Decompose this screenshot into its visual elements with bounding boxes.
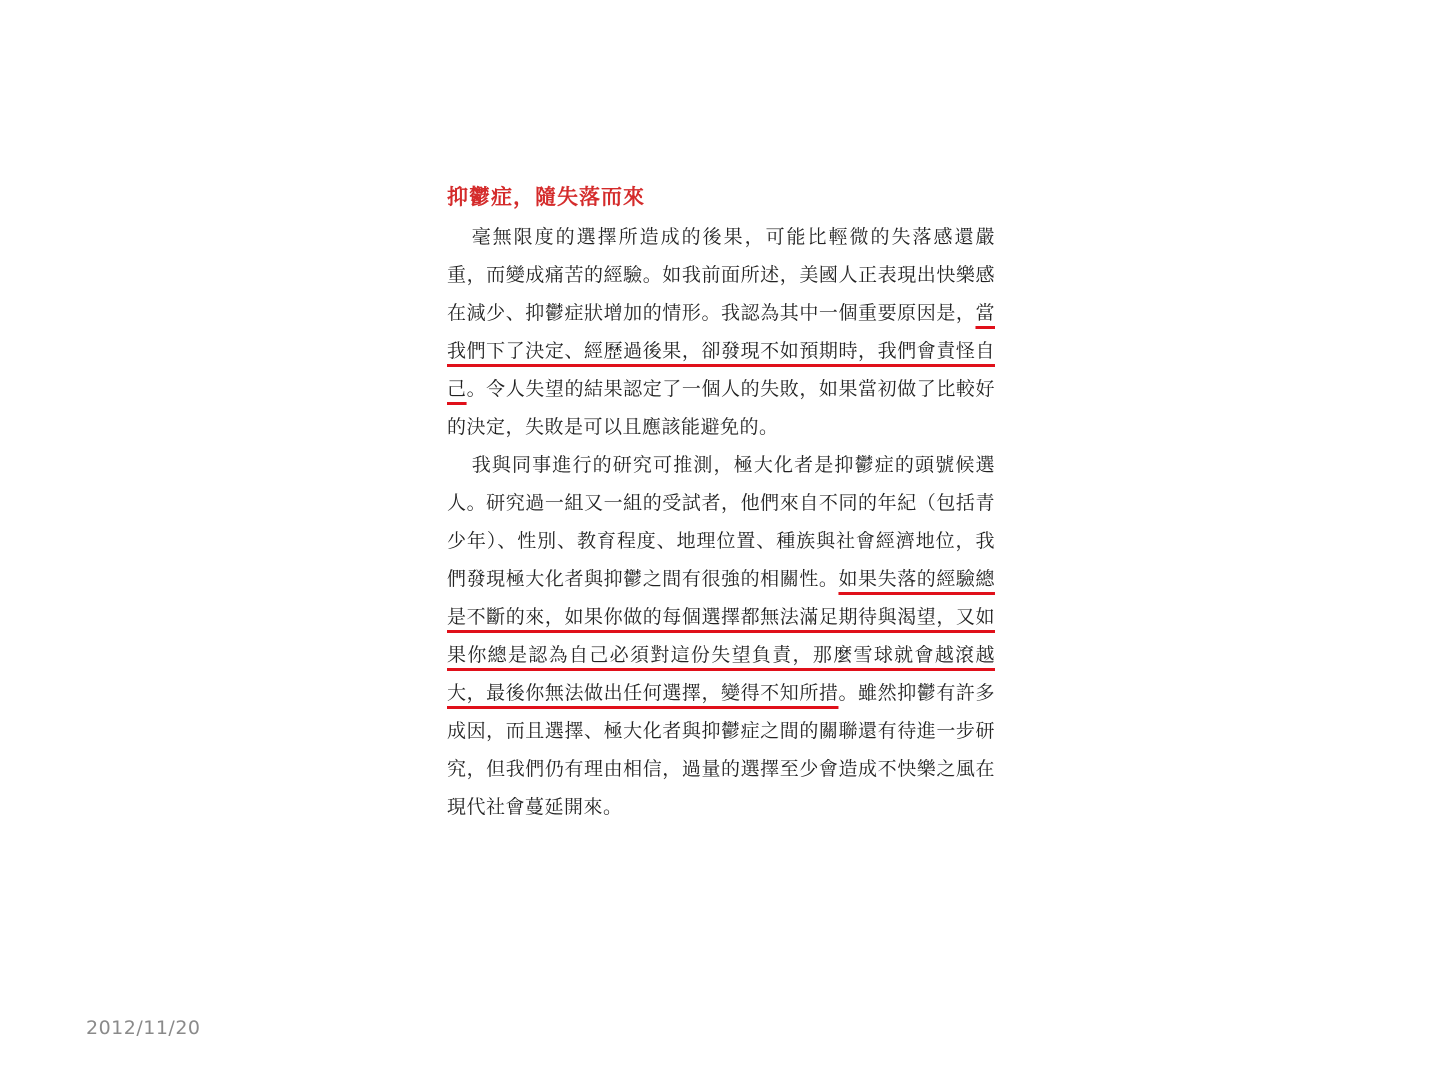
article-heading: 抑鬱症，隨失落而來 <box>447 185 645 209</box>
paragraph-2-text-a: 我與同事進行的研究可推測，極大化者是抑鬱症的頭號候選人。研究過一組又一組的受試者，他們來自不同的年紀（包括青少年）、性別、教育程度、地理位置、種族與社會經濟地位，我們發現極大化者與抑鬱之間有很強的相關性。 <box>447 454 995 590</box>
paragraph-2-highlight: 如果失落的經驗總是不斷的來，如果你做的每個選擇都無法滿足期待與渴望，又如果你總是認為自己必須對這份失望負責，那麼雪球就會越滾越大，最後你無法做出任何選擇，變得不知所措 <box>447 568 995 704</box>
footer-date: 2012/11/20 <box>86 1017 201 1039</box>
article <box>447 180 995 826</box>
paragraph-2-text-b: 。雖然抑鬱有許多成因，而且選擇、極大化者與抑鬱症之間的關聯還有待進一步研究，但我們仍有理由相信，過量的選擇至少會造成不快樂之風在現代社會蔓延開來。 <box>447 682 995 818</box>
paragraph-1 <box>447 218 995 446</box>
paragraph-1-text-a: 毫無限度的選擇所造成的後果，可能比輕微的失落感還嚴重，而變成痛苦的經驗。如我前面所述，美國人正表現出快樂感在減少、抑鬱症狀增加的情形。我認為其中一個重要原因是， <box>447 226 995 324</box>
paragraph-2 <box>447 446 995 826</box>
paragraph-1-text-b: 。令人失望的結果認定了一個人的失敗，如果當初做了比較好的決定，失敗是可以且應該能避免的。 <box>447 378 995 438</box>
paragraph-1-highlight: 當我們下了決定、經歷過後果，卻發現不如預期時，我們會責怪自己 <box>447 302 995 400</box>
